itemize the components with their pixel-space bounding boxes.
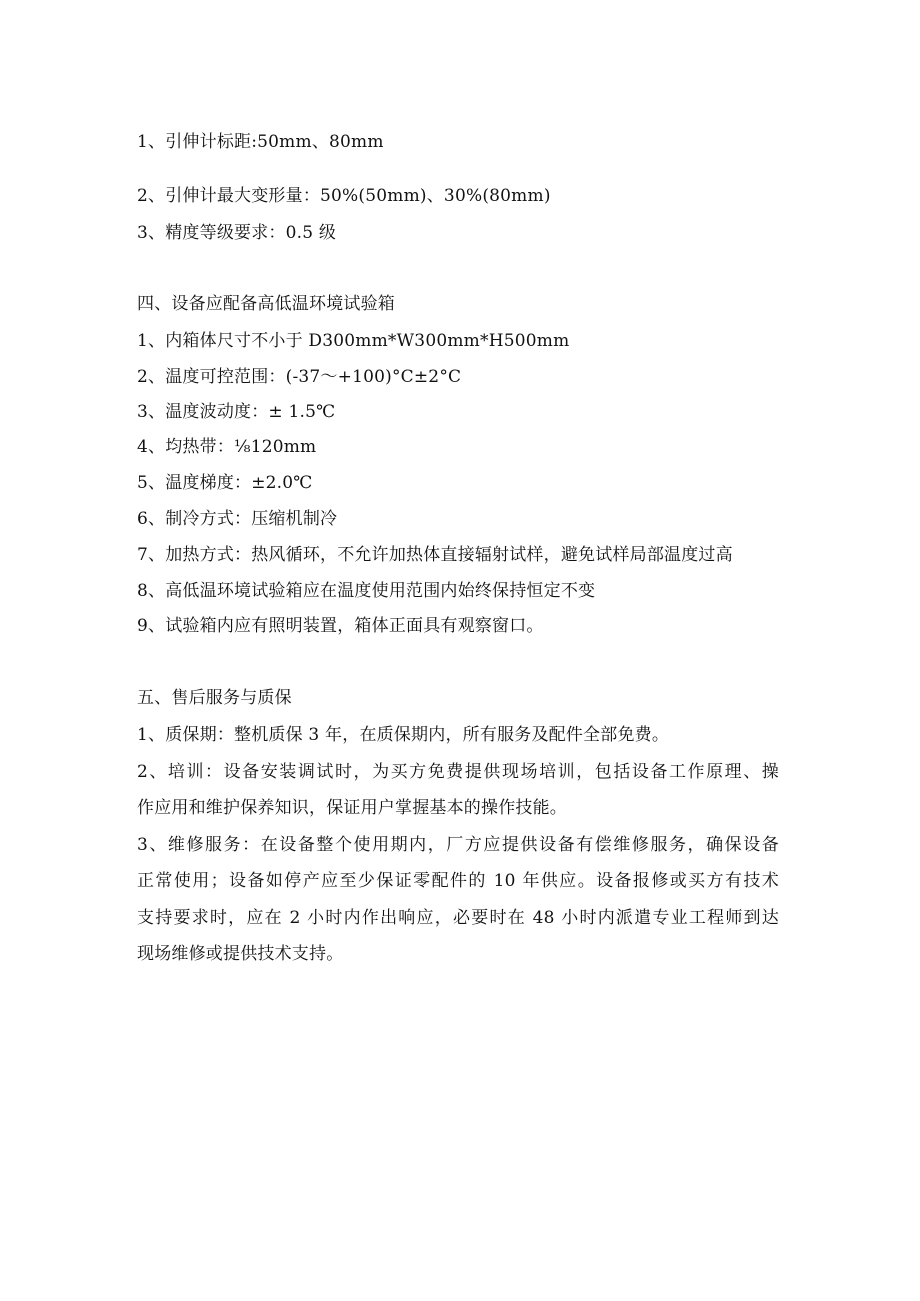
section-4-item-5: 5、温度梯度：±2.0℃: [137, 473, 313, 493]
maintenance-paragraph-line-4: 现场维修或提供技术支持。: [137, 944, 344, 964]
warranty-paragraph: 1、质保期：整机质保 3 年，在质保期内，所有服务及配件全部免费。: [137, 725, 670, 745]
section-4-item-9: 9、试验箱内应有照明装置，箱体正面具有观察窗口。: [137, 616, 544, 636]
maintenance-paragraph-line-1: 3、维修服务：在设备整个使用期内，厂方应提供设备有偿维修服务，确保设备: [137, 835, 779, 855]
section-4-item-6: 6、制冷方式：压缩机制冷: [137, 509, 338, 529]
maintenance-paragraph-line-2: 正常使用；设备如停产应至少保证零配件的 10 年供应。设备报修或买方有技术: [137, 871, 779, 891]
section-4-item-3: 3、温度波动度：± 1.5℃: [137, 402, 336, 422]
section-5-heading: 五、售后服务与质保: [137, 688, 292, 708]
section-4-item-7: 7、加热方式：热风循环，不允许加热体直接辐射试样，避免试样局部温度过高: [137, 545, 733, 565]
section-4-item-1: 1、内箱体尺寸不小于 D300mm*W300mm*H500mm: [137, 331, 570, 351]
training-paragraph-line-2: 作应用和维护保养知识，保证用户掌握基本的操作技能。: [137, 798, 567, 818]
extensometer-gauge-length: 1、引伸计标距:50mm、80mm: [137, 132, 384, 152]
training-paragraph-line-1: 2、培训：设备安装调试时，为买方免费提供现场培训，包括设备工作原理、操: [137, 762, 779, 782]
section-4-heading: 四、设备应配备高低温环境试验箱: [137, 294, 395, 314]
extensometer-accuracy-class: 3、精度等级要求：0.5 级: [137, 223, 337, 243]
section-4-item-8: 8、高低温环境试验箱应在温度使用范围内始终保持恒定不变: [137, 581, 596, 601]
maintenance-paragraph-line-3: 支持要求时，应在 2 小时内作出响应，必要时在 48 小时内派遣专业工程师到达: [137, 908, 779, 928]
section-4-item-4: 4、均热带：⅛120mm: [137, 437, 317, 457]
extensometer-max-deformation: 2、引伸计最大变形量：50%(50mm)、30%(80mm): [137, 186, 551, 206]
section-4-item-2: 2、温度可控范围：(-37～+100)°C±2°C: [137, 367, 462, 387]
